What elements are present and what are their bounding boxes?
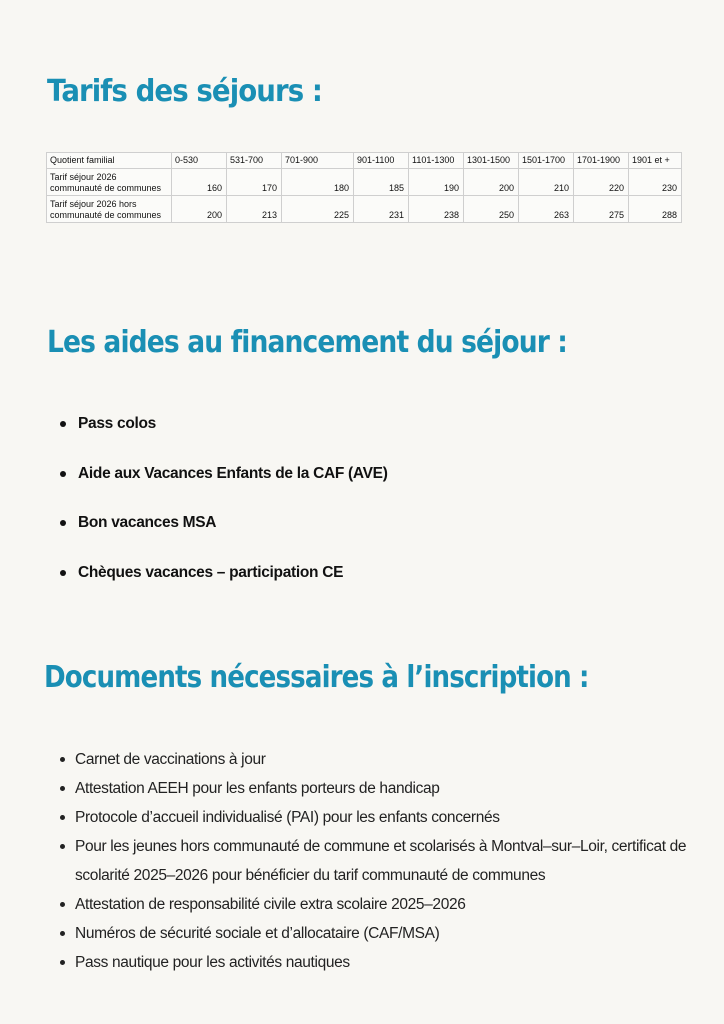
table-header-label: Quotient familial — [47, 153, 172, 169]
table-cell: 231 — [354, 196, 409, 223]
aides-heading: Les aides au financement du séjour : — [47, 325, 568, 360]
bullet-icon — [60, 786, 65, 791]
bullet-icon — [60, 471, 66, 477]
table-column-header: 901-1100 — [354, 153, 409, 169]
list-item — [58, 745, 698, 774]
table-cell: 190 — [409, 169, 464, 196]
table-cell: 160 — [172, 169, 227, 196]
list-item — [58, 560, 388, 610]
aides-list — [58, 411, 388, 609]
document-label: Pass nautique pour les activités nautiques — [75, 954, 350, 971]
row-label-line2: communauté de communes — [50, 183, 162, 193]
table-cell: 275 — [574, 196, 629, 223]
list-item — [58, 510, 388, 560]
table-cell: 263 — [519, 196, 574, 223]
bullet-icon — [60, 931, 65, 936]
list-item — [58, 461, 388, 511]
table-cell: 210 — [519, 169, 574, 196]
table-column-header: 1101-1300 — [409, 153, 464, 169]
table-column-header: 1901 et + — [629, 153, 682, 169]
bullet-icon — [60, 960, 65, 965]
row-label-line2: communauté de communes — [50, 210, 162, 220]
table-header-row — [47, 153, 682, 169]
table-column-header: 1301-1500 — [464, 153, 519, 169]
table-cell: 170 — [227, 169, 282, 196]
table-cell: 225 — [282, 196, 354, 223]
table-cell: 238 — [409, 196, 464, 223]
document-label: Pour les jeunes hors communauté de commune et scolarisés à Montval–sur–Loir, certificat de scolarité 2025–2026 pour bénéficier du tarif communauté de communes — [75, 838, 687, 884]
aide-label: Aide aux Vacances Enfants de la CAF (AVE) — [78, 464, 388, 482]
documents-list — [58, 745, 698, 977]
bullet-icon — [60, 421, 66, 427]
list-item — [58, 948, 698, 977]
tarifs-heading: Tarifs des séjours : — [47, 74, 323, 109]
table-row-label — [47, 196, 172, 223]
table-cell: 180 — [282, 169, 354, 196]
table-row-label — [47, 169, 172, 196]
aide-label: Bon vacances MSA — [78, 514, 217, 531]
table-column-header: 531-700 — [227, 153, 282, 169]
document-label: Numéros de sécurité sociale et d’allocataire (CAF/MSA) — [75, 925, 440, 942]
table-column-header: 1501-1700 — [519, 153, 574, 169]
tarifs-table — [46, 152, 682, 223]
row-label-line1: Tarif séjour 2026 — [50, 172, 117, 182]
document-label: Attestation AEEH pour les enfants porteurs de handicap — [75, 780, 440, 797]
list-item — [58, 774, 698, 803]
table-cell: 220 — [574, 169, 629, 196]
table-column-header: 701-900 — [282, 153, 354, 169]
table-row — [47, 169, 682, 196]
list-item — [58, 411, 388, 461]
table-row — [47, 196, 682, 223]
table-cell: 200 — [464, 169, 519, 196]
bullet-icon — [60, 815, 65, 820]
table-cell: 185 — [354, 169, 409, 196]
table-cell: 250 — [464, 196, 519, 223]
table-cell: 288 — [629, 196, 682, 223]
document-label: Attestation de responsabilité civile extra scolaire 2025–2026 — [75, 896, 466, 913]
list-item — [58, 890, 698, 919]
bullet-icon — [60, 844, 65, 849]
table-column-header: 0-530 — [172, 153, 227, 169]
list-item — [58, 832, 698, 890]
table-cell: 200 — [172, 196, 227, 223]
bullet-icon — [60, 520, 66, 526]
list-item — [58, 919, 698, 948]
documents-heading: Documents nécessaires à l’inscription : — [44, 660, 589, 695]
table-cell: 213 — [227, 196, 282, 223]
table-cell: 230 — [629, 169, 682, 196]
bullet-icon — [60, 570, 66, 576]
list-item — [58, 803, 698, 832]
document-label: Protocole d’accueil individualisé (PAI) pour les enfants concernés — [75, 809, 500, 826]
row-label-line1: Tarif séjour 2026 hors — [50, 199, 137, 209]
document-label: Carnet de vaccinations à jour — [75, 751, 266, 768]
bullet-icon — [60, 902, 65, 907]
bullet-icon — [60, 757, 65, 762]
aide-label: Pass colos — [78, 415, 156, 432]
table-column-header: 1701-1900 — [574, 153, 629, 169]
aide-label: Chèques vacances – participation CE — [78, 563, 344, 581]
